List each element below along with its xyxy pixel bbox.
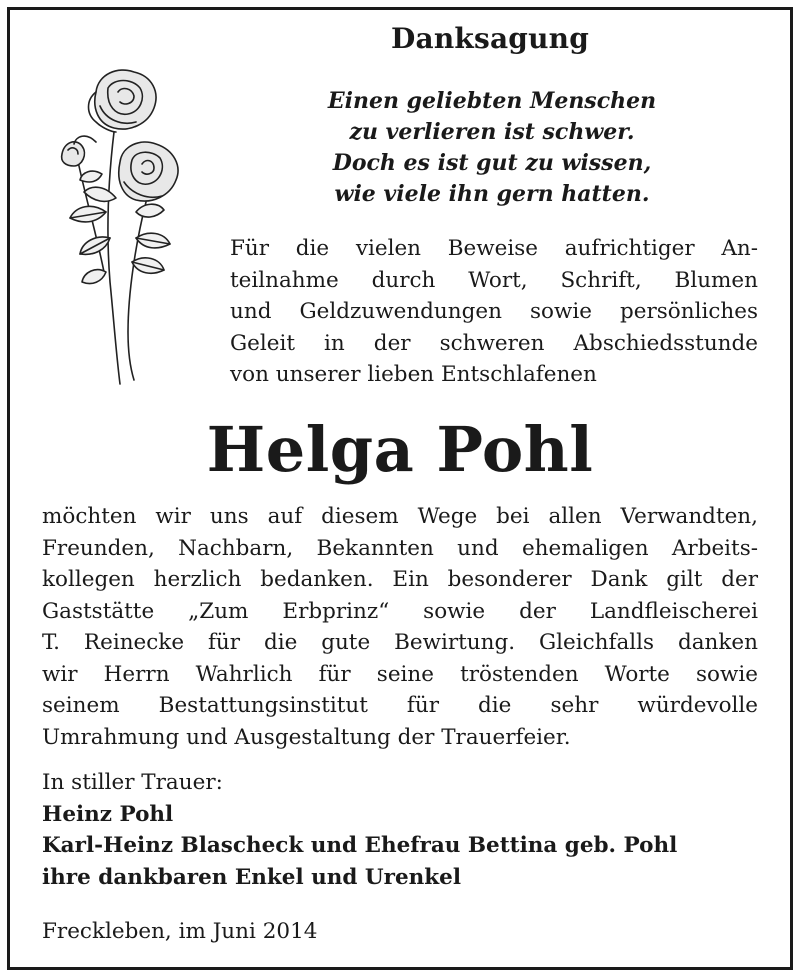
intro-line: Für die vielen Beweise aufrichtiger An- — [230, 236, 758, 261]
mourner-name: Heinz Pohl — [42, 801, 174, 827]
rose-illustration-icon — [36, 62, 186, 392]
body-line: Gaststätte „Zum Erbprinz“ sowie der Landfleischerei — [42, 598, 758, 624]
place-date: Freckleben, im Juni 2014 — [42, 919, 318, 944]
body-line: Umrahmung und Ausgestaltung der Trauerfeier. — [42, 724, 571, 750]
intro-line: Geleit in der schweren Abschiedsstunde — [230, 330, 758, 356]
body-paragraph — [42, 501, 758, 753]
poem-line: zu verlieren ist schwer. — [349, 119, 635, 145]
body-line: seinem Bestattungsinstitut für die sehr würdevolle — [42, 693, 758, 718]
intro-line: von unserer lieben Entschlafenen — [230, 362, 597, 387]
poem-line: Doch es ist gut zu wissen, — [332, 150, 652, 176]
mourner-name: Karl-Heinz Blascheck und Ehefrau Bettina geb. Pohl — [42, 833, 678, 858]
poem-line: Einen geliebten Menschen — [327, 88, 657, 114]
poem-line: wie viele ihn gern hatten. — [334, 181, 650, 207]
closing-intro: In stiller Trauer: — [42, 770, 223, 795]
body-line: kollegen herzlich bedanken. Ein besonderer Dank gilt der — [42, 567, 758, 592]
deceased-name: Helga Pohl — [206, 413, 594, 486]
closing-block — [42, 767, 758, 893]
body-line: Freunden, Nachbarn, Bekannten und ehemaligen Arbeits- — [42, 535, 758, 561]
notice-title: Danksagung — [391, 22, 589, 55]
intro-line: teilnahme durch Wort, Schrift, Blumen — [230, 267, 758, 293]
body-line: möchten wir uns auf diesem Wege bei allen Verwandten, — [42, 504, 758, 529]
intro-line: und Geldzuwendungen sowie persönliches — [230, 299, 758, 324]
body-line: T. Reinecke für die gute Bewirtung. Gleichfalls danken — [42, 630, 758, 655]
mourner-name: ihre dankbaren Enkel und Urenkel — [42, 864, 462, 890]
poem — [292, 86, 692, 210]
body-line: wir Herrn Wahrlich für seine tröstenden Worte sowie — [42, 661, 758, 687]
intro-paragraph — [230, 233, 758, 391]
